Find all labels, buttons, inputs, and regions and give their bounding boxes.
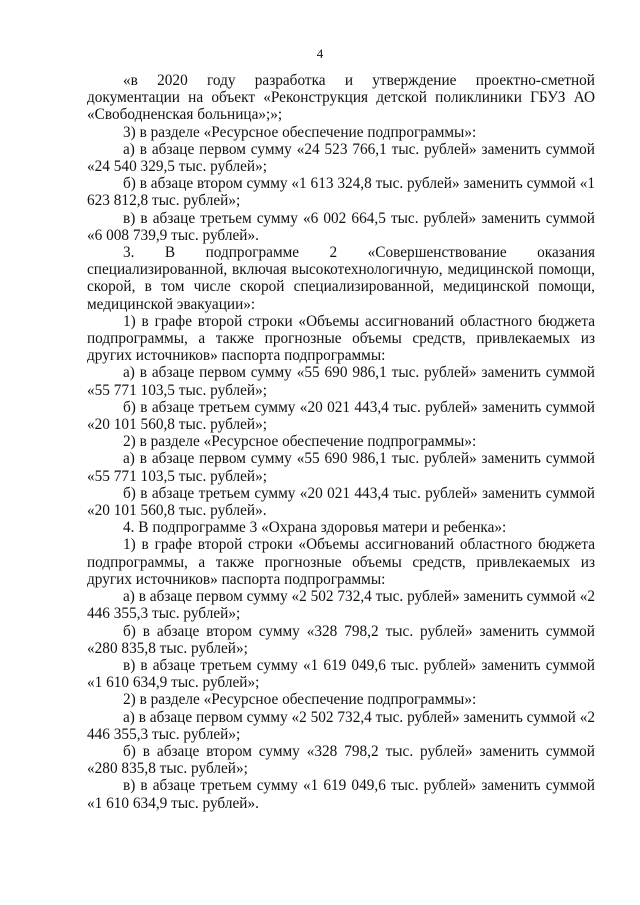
paragraph: а) в абзаце первом сумму «55 690 986,1 тыс. рублей» заменить суммой «55 771 103,5 тыс. рублей»; [87,364,595,399]
document-body [87,72,595,812]
paragraph: 1) в графе второй строки «Объемы ассигнований областного бюджета подпрограммы, а также прогнозные объемы средств, привлекаемых из других источников» паспорта подпрограммы: [87,312,595,365]
paragraph: 4. В подпрограмме 3 «Охрана здоровья матери и ребенка»: [123,519,507,537]
paragraph: в) в абзаце третьем сумму «1 619 049,6 тыс. рублей» заменить суммой «1 610 634,9 тыс. рублей»; [87,656,595,692]
paragraph: 1) в графе второй строки «Объемы ассигнований областного бюджета подпрограммы, а также прогнозные объемы средств, привлекаемых из других источников» паспорта подпрограммы: [87,536,595,588]
paragraph: а) в абзаце первом сумму «55 690 986,1 тыс. рублей» заменить суммой «55 771 103,5 тыс. рублей»; [87,450,595,485]
paragraph: 2) в разделе «Ресурсное обеспечение подпрограммы»: [123,691,477,709]
paragraph: 2) в разделе «Ресурсное обеспечение подпрограммы»: [123,433,477,451]
paragraph: б) в абзаце втором сумму «328 798,2 тыс. рублей» заменить суммой «280 835,8 тыс. рублей»; [87,622,595,657]
paragraph: б) в абзаце втором сумму «328 798,2 тыс. рублей» заменить суммой «280 835,8 тыс. рублей»; [87,742,595,778]
paragraph: а) в абзаце первом сумму «24 523 766,1 тыс. рублей» заменить суммой «24 540 329,5 тыс. рублей»; [87,140,595,176]
paragraph: б) в абзаце втором сумму «1 613 324,8 тыс. рублей» заменить суммой «1 623 812,8 тыс. рублей»; [87,175,595,210]
page-number: 4 [316,46,324,61]
paragraph: а) в абзаце первом сумму «2 502 732,4 тыс. рублей» заменить суммой «2 446 355,3 тыс. рублей»; [87,708,595,743]
paragraph: а) в абзаце первом сумму «2 502 732,4 тыс. рублей» заменить суммой «2 446 355,3 тыс. рублей»; [87,588,595,623]
paragraph: в) в абзаце третьем сумму «1 619 049,6 тыс. рублей» заменить суммой «1 610 634,9 тыс. рублей». [87,777,595,812]
paragraph: в) в абзаце третьем сумму «6 002 664,5 тыс. рублей» заменить суммой «6 008 739,9 тыс. рублей». [87,209,595,244]
paragraph: б) в абзаце третьем сумму «20 021 443,4 тыс. рублей» заменить суммой «20 101 560,8 тыс. рублей». [87,484,595,520]
paragraph: 3. В подпрограмме 2 «Совершенствование оказания специализированной, включая высокотехнологичную, медицинской помощи, скорой, в том числе скорой специализированной, медицинской помощи, медицинской эвакуации»: [87,244,595,313]
paragraph: б) в абзаце третьем сумму «20 021 443,4 тыс. рублей» заменить суммой «20 101 560,8 тыс. рублей»; [87,398,595,434]
paragraph: «в 2020 году разработка и утверждение проектно-сметной документации на объект «Реконструкция детской поликлиники ГБУЗ АО «Свободненская больница»;»; [87,72,595,124]
paragraph: 3) в разделе «Ресурсное обеспечение подпрограммы»: [123,123,477,141]
